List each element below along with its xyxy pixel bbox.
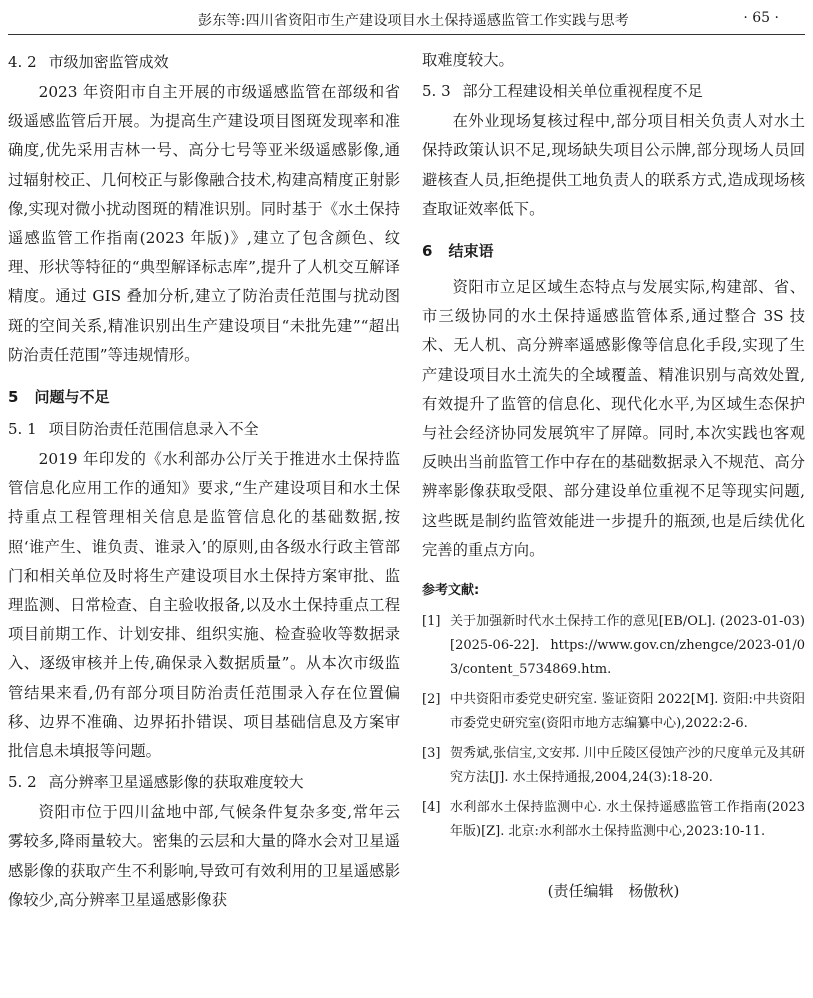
running-title: 彭东等:四川省资阳市生产建设项目水土保持遥感监管工作实践与思考 — [198, 13, 629, 29]
responsible-editor: (责任编辑 杨傲秋) — [547, 882, 680, 901]
section-5-heading — [8, 386, 400, 407]
section-number: 6 — [422, 242, 433, 261]
reference-list — [422, 610, 805, 844]
section-5-2-continuation: 取难度较大。 — [422, 51, 514, 69]
reference-text: 中共资阳市委党史研究室. 鉴证资阳 2022[M]. 资阳:中共资阳市委党史研究室(资阳市地方志编纂中心),2022:2-6. — [450, 692, 805, 732]
section-5-1-heading — [8, 413, 400, 445]
section-5-2-paragraph: 资阳市位于四川盆地中部,气候条件复杂多变,常年云雾较多,降雨量较大。密集的云层和大量的降水会对卫星遥感影像的获取产生不利影响,导致可有效利用的卫星遥感影像较少,高分辨率卫星遥感影像获 — [8, 803, 400, 909]
reference-text: 贺秀斌,张信宝,文安邦. 川中丘陵区侵蚀产沙的尺度单元及其研究方法[J]. 水土保持通报,2004,24(3):18-20. — [450, 746, 805, 786]
reference-number: [3] — [422, 746, 441, 762]
section-5-3-heading — [422, 75, 805, 107]
left-column — [8, 46, 400, 915]
section-4-2-heading — [8, 46, 400, 78]
reference-number: [2] — [422, 692, 441, 708]
section-title: 高分辨率卫星遥感影像的获取难度较大 — [48, 773, 304, 792]
section-6-heading — [422, 240, 805, 261]
section-number: 4. 2 — [8, 53, 37, 71]
section-5-1-paragraph: 2019 年印发的《水利部办公厅关于推进水土保持监管信息化应用工作的通知》要求,“生产建设项目和水土保持重点工程管理相关信息是监管信息化的基础数据,按照‘谁产生、谁负责、谁录入’的原则,由各级水行政主管部门和相关单位及时将生产建设项目水土保持方案审批、监理监测、日常检查、自主验收报备,以及水土保持重点工程项目前期工作、计划安排、组织实施、检查验收等数据录入、逐级审核并上传,确保录入数据质量”。从本次市级监管结果来看,仍有部分项目防治责任范围录入存在位置偏移、边界不准确、边界拓扑错误、项目基础信息及方案审批信息未填报等问题。 — [8, 450, 400, 761]
section-5-2-heading — [8, 766, 400, 798]
section-title: 项目防治责任范围信息录入不全 — [48, 420, 259, 439]
section-4-2-paragraph: 2023 年资阳市自主开展的市级遥感监管在部级和省级遥感监管后开展。为提高生产建设项目图斑发现率和准确度,优先采用吉林一号、高分七号等亚米级遥感影像,通过辐射校正、几何校正与影像融合技术,构建高精度正射影像,实现对微小扰动图斑的精准识别。同时基于《水土保持遥感监管工作指南(2023 年版)》,建立了包含颜色、纹理、形状等特征的“典型解译标志库”,提升了人机交互解译精度。通过 GIS 叠加分析,建立了防治责任范围与扰动图斑的空间关系,精准识别出生产建设项目“未批先建”“超出防治责任范围”等违规情形。 — [8, 83, 400, 364]
reference-text: 水利部水土保持监测中心. 水土保持遥感监管工作指南(2023 年版)[Z]. 北京:水利部水土保持监测中心,2023:10-11. — [450, 800, 805, 840]
section-title: 结束语 — [448, 242, 494, 261]
reference-item — [422, 688, 805, 736]
section-5-3-paragraph: 在外业现场复核过程中,部分项目相关负责人对水土保持政策认识不足,现场缺失项目公示牌,部分现场人员回避核查人员,拒绝提供工地负责人的联系方式,造成现场核查取证效率低下。 — [422, 112, 805, 218]
right-column — [422, 46, 805, 901]
reference-number: [1] — [422, 614, 441, 630]
page-number: · 65 · — [743, 10, 779, 26]
reference-text: 关于加强新时代水土保持工作的意见[EB/OL]. (2023-01-03) [2025-06-22]. https://www.gov.cn/zhengce/2023-01/03/content_5734869.htm. — [450, 614, 805, 678]
reference-item — [422, 796, 805, 844]
reference-item — [422, 742, 805, 790]
section-title: 市级加密监管成效 — [48, 53, 169, 71]
references-heading: 参考文献: — [422, 583, 480, 599]
section-number: 5. 1 — [8, 420, 37, 439]
reference-item — [422, 610, 805, 682]
running-header — [8, 4, 805, 35]
conclusion-paragraph: 资阳市立足区域生态特点与发展实际,构建部、省、市三级协同的水土保持遥感监管体系,通过整合 3S 技术、无人机、高分辨率遥感影像等信息化手段,实现了生产建设项目水土流失的全域覆盖、精准识别与高效处置,有效提升了监管的信息化、现代化水平,为区域生态保护与社会经济协同发展筑牢了屏障。同时,本次实践也客观反映出当前监管工作中存在的基础数据录入不规范、高分辨率影像获取受限、部分建设单位重视不足等现实问题,这些既是制约监管效能进一步提升的瓶颈,也是后续优化完善的重点方向。 — [422, 278, 805, 559]
section-title: 部分工程建设相关单位重视程度不足 — [462, 82, 703, 101]
section-number: 5. 3 — [422, 82, 451, 101]
reference-number: [4] — [422, 800, 441, 816]
section-number: 5 — [8, 388, 19, 407]
section-number: 5. 2 — [8, 773, 37, 792]
section-title: 问题与不足 — [34, 388, 110, 407]
